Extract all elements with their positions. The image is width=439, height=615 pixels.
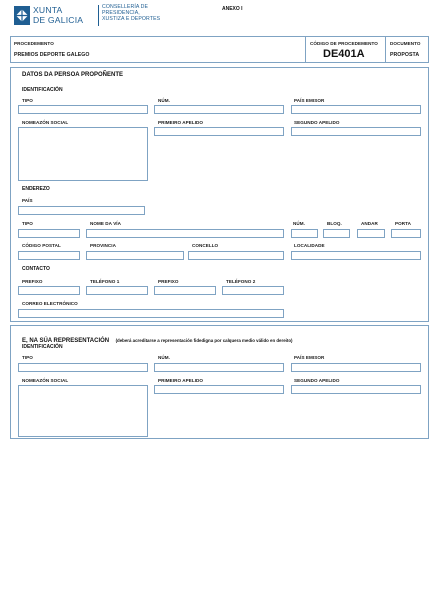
concello-field[interactable] <box>188 251 284 260</box>
address-heading: ENDEREZO <box>22 186 50 192</box>
procedure-divider-1 <box>305 36 306 63</box>
codigo-postal-field[interactable] <box>18 251 80 260</box>
proposer-num-label: NÚM. <box>158 98 170 103</box>
proposer-segundo-apelido-label: SEGUNDO APELIDO <box>294 120 340 125</box>
concello-label: CONCELLO <box>192 243 219 248</box>
nome-via-label: NOME DA VÍA <box>90 221 122 226</box>
correo-field[interactable] <box>18 309 284 318</box>
procedure-label: PROCEDEMENTO <box>14 41 54 46</box>
prefixo-2-label: PREFIXO <box>158 279 179 284</box>
galicia-emblem-icon <box>14 6 30 25</box>
dept-line-3: XUSTIZA E DEPORTES <box>102 16 161 22</box>
telefono-1-label: TELÉFONO 1 <box>90 279 120 284</box>
provincia-label: PROVINCIA <box>90 243 116 248</box>
proposer-primeiro-apelido-label: PRIMEIRO APELIDO <box>158 120 204 125</box>
proposer-nomeazon-label: NOMEAZÓN SOCIAL <box>22 120 69 125</box>
proposer-tipo-field[interactable] <box>18 105 148 114</box>
telefono-2-label: TELÉFONO 2 <box>226 279 256 284</box>
dept-line-2: PRESIDENCIA, <box>102 10 140 16</box>
rep-num-field[interactable] <box>154 363 284 372</box>
via-num-field[interactable] <box>291 229 318 238</box>
proposer-pais-emisor-label: PAÍS EMISOR <box>294 98 325 103</box>
proposer-primeiro-apelido-field[interactable] <box>154 127 284 136</box>
provincia-field[interactable] <box>86 251 184 260</box>
via-tipo-label: TIPO <box>22 221 33 226</box>
proposer-tipo-label: TIPO <box>22 98 33 103</box>
rep-segundo-apelido-label: SEGUNDO APELIDO <box>294 378 340 383</box>
document-value: PROPOSTA <box>390 52 420 58</box>
representation-identification-heading: IDENTIFICACIÓN <box>22 344 63 350</box>
localidade-field[interactable] <box>291 251 421 260</box>
proposer-num-field[interactable] <box>154 105 284 114</box>
procedure-code-label: CÓDIGO DE PROCEDEMENTO <box>310 41 378 46</box>
rep-nomeazon-field[interactable] <box>18 385 148 437</box>
logo-line-1: XUNTA <box>33 5 63 15</box>
proposer-identification-heading: IDENTIFICACIÓN <box>22 87 63 93</box>
bloq-field[interactable] <box>323 229 350 238</box>
localidade-label: LOCALIDADE <box>294 243 325 248</box>
rep-tipo-field[interactable] <box>18 363 148 372</box>
codigo-postal-label: CÓDIGO POSTAL <box>22 243 61 248</box>
logo-line-2: DE GALICIA <box>33 15 84 25</box>
telefono-1-field[interactable] <box>86 286 148 295</box>
nome-via-field[interactable] <box>86 229 284 238</box>
document-label: DOCUMENTO <box>390 41 421 46</box>
prefixo-2-field[interactable] <box>154 286 216 295</box>
rep-pais-emisor-label: PAÍS EMISOR <box>294 355 325 360</box>
contact-heading: CONTACTO <box>22 266 50 272</box>
porta-label: PORTA <box>395 221 411 226</box>
procedure-divider-2 <box>385 36 386 63</box>
xunta-logo <box>14 5 174 27</box>
rep-pais-emisor-field[interactable] <box>291 363 421 372</box>
representation-title: E, NA SÚA REPRESENTACIÓN <box>22 338 110 344</box>
rep-nomeazon-label: NOMEAZÓN SOCIAL <box>22 378 69 383</box>
andar-label: ANDAR <box>361 221 378 226</box>
proposer-nomeazon-field[interactable] <box>18 127 148 181</box>
bloq-label: BLOQ. <box>327 221 342 226</box>
porta-field[interactable] <box>391 229 421 238</box>
telefono-2-field[interactable] <box>222 286 284 295</box>
rep-primeiro-apelido-label: PRIMEIRO APELIDO <box>158 378 204 383</box>
via-tipo-field[interactable] <box>18 229 80 238</box>
representation-note: (deberá acreditarse a representación fidedigna por calquera medio válido en dereito) <box>115 338 293 343</box>
procedure-value: PREMIOS DEPORTE GALEGO <box>14 52 90 58</box>
rep-tipo-label: TIPO <box>22 355 33 360</box>
proposer-pais-emisor-field[interactable] <box>291 105 421 114</box>
prefixo-1-field[interactable] <box>18 286 80 295</box>
rep-primeiro-apelido-field[interactable] <box>154 385 284 394</box>
rep-segundo-apelido-field[interactable] <box>291 385 421 394</box>
logo-divider <box>98 5 99 26</box>
proposer-title: DATOS DA PERSOA PROPOÑENTE <box>22 72 124 78</box>
pais-field[interactable] <box>18 206 145 215</box>
andar-field[interactable] <box>357 229 385 238</box>
via-num-label: NÚM. <box>293 221 305 226</box>
dept-line-1: CONSELLERÍA DE <box>102 4 149 10</box>
correo-label: CORREO ELECTRÓNICO <box>22 301 78 306</box>
procedure-code-value: DE401A <box>323 48 365 60</box>
annex-label: ANEXO I <box>222 6 243 12</box>
proposer-segundo-apelido-field[interactable] <box>291 127 421 136</box>
rep-num-label: NÚM. <box>158 355 170 360</box>
prefixo-1-label: PREFIXO <box>22 279 43 284</box>
pais-label: PAÍS <box>22 198 33 203</box>
